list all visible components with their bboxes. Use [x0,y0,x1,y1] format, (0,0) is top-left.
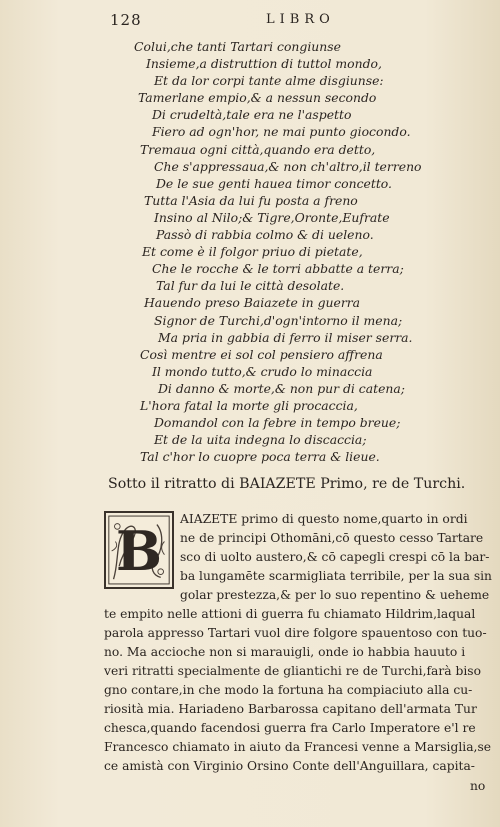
poem-line: Fiero ad ogn'hor, ne mai punto giocondo. [152,124,411,140]
page-number: 128 [110,11,142,29]
body-text-line: sco di uolto austero,& cō capegli crespi cō la bar- [180,550,490,564]
body-text-line: te empito nelle attioni di guerra fu chiamato Hildrim,laqual [104,607,476,621]
ornamental-initial [104,511,174,589]
poem-line: Di danno & morte,& non pur di catena; [158,380,405,396]
poem-line: Insino al Nilo;& Tigre,Oronte,Eufrate [154,209,390,225]
initial-letter: B [115,518,163,583]
body-text-line: ba lungamēte scarmigliata terribile, per la sua sin [180,569,492,583]
body-text-line: parola appresso Tartari vuol dire folgore spauentoso con tuo- [104,626,487,640]
body-text-line: ne de principi Othomāni,cō questo cesso Tartare [180,531,484,545]
poem-line: Et de la uita indegna lo discaccia; [154,432,367,448]
body-text-line: AIAZETE primo di questo nome,quarto in ordi [180,512,468,526]
poem-line: Et da lor corpi tante alme disgiunse: [154,73,384,89]
poem-line: Tamerlane empio,& a nessun secondo [138,90,377,106]
body-text-line: golar prestezza,& per lo suo repentino & ueheme [180,588,490,602]
poem-line: Il mondo tutto,& crudo lo minaccia [152,363,373,379]
running-head: LIBRO [266,12,335,27]
poem-line: Colui,che tanti Tartari congiunse [134,39,341,54]
poem-line: Et come è il folgor priuo di pietate, [142,244,363,260]
poem-line: Così mentre ei sol col pensiero affrena [140,346,383,362]
ornamental-initial-graphic [106,513,172,587]
poem-line: Passò di rabbia colmo & di ueleno. [156,227,374,243]
poem-line: L'hora fatal la morte gli procaccia, [140,397,358,413]
body-text-line: ce amistà con Virginio Orsino Conte dell'Anguillara, capita- [104,759,475,773]
poem [130,38,490,465]
poem-line: Tal c'hor lo cuopre poca terra & lieue. [140,449,380,465]
body-text-line: chesca,quando facendosi guerra fra Carlo Imperatore e'l re [104,721,476,735]
poem-line: Di crudeltà,tale era ne l'aspetto [152,107,352,123]
body-text-line: veri ritratti specialmente de gliantichi re de Turchi,farà biso [104,664,482,678]
poem-line: Tremaua ogni città,quando era detto, [140,141,376,157]
poem-line: Hauendo preso Baiazete in guerra [144,295,361,311]
catchword: no [470,779,486,793]
poem-line: Tutta l'Asia da lui fu posta a freno [144,192,358,208]
poem-line: Ma pria in gabbia di ferro il miser serra. [158,329,413,345]
poem-line: Domandol con la febre in tempo breue; [154,415,401,431]
poem-line: Signor de Turchi,d'ogn'intorno il mena; [154,312,403,328]
portrait-caption: Sotto il ritratto di BAIAZETE Primo, re de Turchi. [108,476,466,492]
body-text-line: riosità mia. Hariadeno Barbarossa capitano dell'armata Tur [104,702,477,716]
poem-line: De le sue genti hauea timor concetto. [156,175,392,191]
poem-line: Insieme,a distruttion di tuttol mondo, [146,56,382,72]
poem-line: Che s'appressaua,& non ch'altro,il terreno [154,158,422,174]
body-text-line: no. Ma accioche non si marauigli, onde io habbia hauuto i [104,645,466,659]
poem-line: Che le rocche & le torri abbatte a terra; [152,261,404,277]
poem-line: Tal fur da lui le città desolate. [156,278,345,294]
body-text-line: Francesco chiamato in aiuto da Francesi venne a Marsiglia,se [104,740,492,754]
body-text-line: gno contare,in che modo la fortuna ha compiaciuto alla cu- [104,683,473,697]
